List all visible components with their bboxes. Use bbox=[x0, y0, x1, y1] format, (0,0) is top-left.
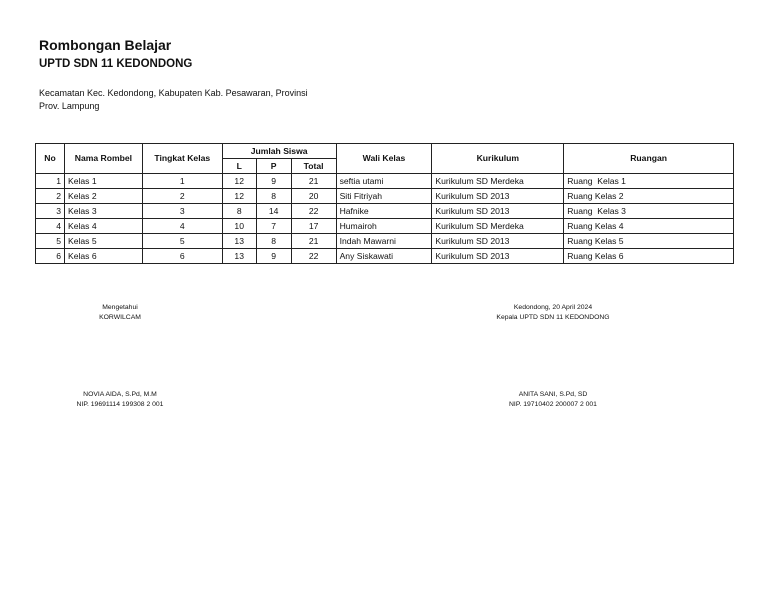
cell-wali-kelas: Siti Fitriyah bbox=[336, 189, 432, 204]
cell-l: 8 bbox=[222, 204, 256, 219]
header-kurikulum: Kurikulum bbox=[432, 144, 564, 174]
cell-no: 4 bbox=[36, 219, 65, 234]
address-line-1: Kecamatan Kec. Kedondong, Kabupaten Kab. Pesawaran, Provinsi bbox=[39, 88, 308, 98]
cell-kurikulum: Kurikulum SD Merdeka bbox=[432, 219, 564, 234]
cell-nama-rombel: Kelas 5 bbox=[64, 234, 142, 249]
address-line-2: Prov. Lampung bbox=[39, 101, 100, 111]
signature-right-line1: Kedondong, 20 April 2024 bbox=[513, 304, 593, 311]
signature-left-line1: Mengetahui bbox=[102, 304, 138, 311]
cell-tingkat: 5 bbox=[142, 234, 222, 249]
cell-p: 8 bbox=[256, 234, 291, 249]
cell-no: 2 bbox=[36, 189, 65, 204]
cell-kurikulum: Kurikulum SD Merdeka bbox=[432, 174, 564, 189]
signature-left-footer bbox=[40, 390, 200, 410]
school-name: UPTD SDN 11 KEDONDONG bbox=[39, 58, 193, 70]
cell-no: 1 bbox=[36, 174, 65, 189]
cell-l: 12 bbox=[222, 189, 256, 204]
cell-no: 5 bbox=[36, 234, 65, 249]
header-p: P bbox=[256, 159, 291, 174]
cell-kurikulum: Kurikulum SD 2013 bbox=[432, 234, 564, 249]
cell-tingkat: 4 bbox=[142, 219, 222, 234]
cell-wali-kelas: Any Siskawati bbox=[336, 249, 432, 264]
school-address bbox=[39, 87, 339, 113]
cell-tingkat: 6 bbox=[142, 249, 222, 264]
cell-no: 6 bbox=[36, 249, 65, 264]
header-wali-kelas: Wali Kelas bbox=[336, 144, 432, 174]
cell-total: 17 bbox=[291, 219, 336, 234]
signature-right-footer bbox=[463, 390, 643, 410]
cell-ruangan: Ruang Kelas 4 bbox=[564, 219, 734, 234]
table-row bbox=[36, 249, 734, 264]
signature-right-name: ANITA SANI, S.Pd, SD bbox=[518, 391, 588, 398]
cell-p: 9 bbox=[256, 249, 291, 264]
signature-right-nip: NIP. 19710402 200007 2 001 bbox=[509, 401, 597, 408]
cell-tingkat: 1 bbox=[142, 174, 222, 189]
table-row bbox=[36, 204, 734, 219]
cell-l: 13 bbox=[222, 249, 256, 264]
table-row bbox=[36, 174, 734, 189]
cell-ruangan: Ruang Kelas 5 bbox=[564, 234, 734, 249]
header-jumlah-siswa: Jumlah Siswa bbox=[222, 144, 336, 159]
table-row bbox=[36, 219, 734, 234]
cell-p: 7 bbox=[256, 219, 291, 234]
signature-left-line2: KORWILCAM bbox=[99, 314, 141, 321]
cell-wali-kelas: Indah Mawarni bbox=[336, 234, 432, 249]
signature-right-header bbox=[463, 303, 643, 323]
cell-wali-kelas: Hafnike bbox=[336, 204, 432, 219]
table-row bbox=[36, 189, 734, 204]
table-header-row bbox=[36, 144, 734, 159]
signature-left-nip: NIP. 19691114 199308 2 001 bbox=[76, 401, 164, 408]
cell-l: 12 bbox=[222, 174, 256, 189]
header-total: Total bbox=[291, 159, 336, 174]
cell-nama-rombel: Kelas 6 bbox=[64, 249, 142, 264]
cell-tingkat: 3 bbox=[142, 204, 222, 219]
cell-total: 20 bbox=[291, 189, 336, 204]
cell-total: 22 bbox=[291, 249, 336, 264]
cell-no: 3 bbox=[36, 204, 65, 219]
cell-tingkat: 2 bbox=[142, 189, 222, 204]
cell-nama-rombel: Kelas 4 bbox=[64, 219, 142, 234]
cell-nama-rombel: Kelas 1 bbox=[64, 174, 142, 189]
rombel-table bbox=[35, 143, 734, 264]
cell-ruangan: Ruang Kelas 3 bbox=[564, 204, 734, 219]
header-l: L bbox=[222, 159, 256, 174]
cell-nama-rombel: Kelas 3 bbox=[64, 204, 142, 219]
header-no: No bbox=[36, 144, 65, 174]
signature-left-name: NOVIA AIDA, S.Pd, M.M bbox=[83, 391, 157, 398]
cell-p: 8 bbox=[256, 189, 291, 204]
cell-l: 10 bbox=[222, 219, 256, 234]
cell-kurikulum: Kurikulum SD 2013 bbox=[432, 204, 564, 219]
cell-total: 22 bbox=[291, 204, 336, 219]
cell-total: 21 bbox=[291, 174, 336, 189]
cell-ruangan: Ruang Kelas 1 bbox=[564, 174, 734, 189]
cell-ruangan: Ruang Kelas 6 bbox=[564, 249, 734, 264]
header-ruangan: Ruangan bbox=[564, 144, 734, 174]
page-title: Rombongan Belajar bbox=[39, 37, 172, 53]
cell-nama-rombel: Kelas 2 bbox=[64, 189, 142, 204]
cell-total: 21 bbox=[291, 234, 336, 249]
cell-kurikulum: Kurikulum SD 2013 bbox=[432, 249, 564, 264]
cell-kurikulum: Kurikulum SD 2013 bbox=[432, 189, 564, 204]
signature-left-header bbox=[40, 303, 200, 323]
header-tingkat-kelas: Tingkat Kelas bbox=[142, 144, 222, 174]
cell-l: 13 bbox=[222, 234, 256, 249]
signature-right-line2: Kepala UPTD SDN 11 KEDONDONG bbox=[496, 314, 610, 321]
cell-wali-kelas: Humairoh bbox=[336, 219, 432, 234]
cell-ruangan: Ruang Kelas 2 bbox=[564, 189, 734, 204]
cell-p: 14 bbox=[256, 204, 291, 219]
cell-p: 9 bbox=[256, 174, 291, 189]
cell-wali-kelas: seftia utami bbox=[336, 174, 432, 189]
header-nama-rombel: Nama Rombel bbox=[64, 144, 142, 174]
table-row bbox=[36, 234, 734, 249]
